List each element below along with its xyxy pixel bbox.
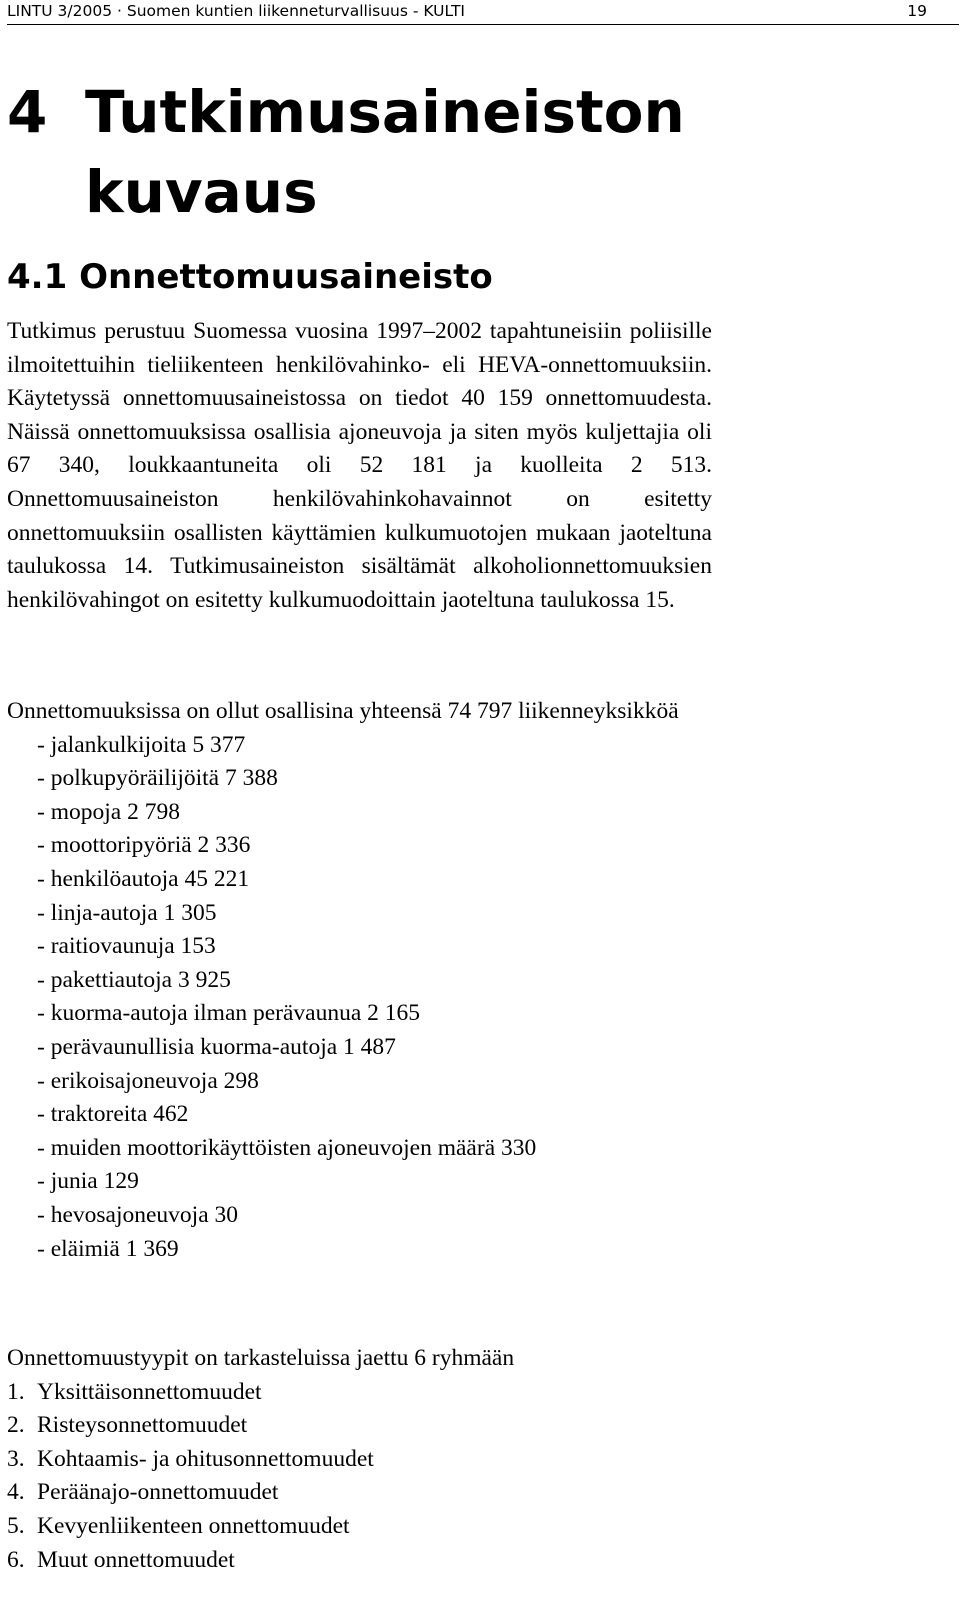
list-item	[7, 1544, 712, 1578]
list-item	[7, 1443, 712, 1477]
section-title: 4.1 Onnettomuusaineisto	[7, 257, 493, 297]
list-item: - kuorma-autoja ilman perävaunua 2 165	[37, 1000, 421, 1027]
list-item	[7, 1476, 712, 1510]
list-item: - henkilöautoja 45 221	[37, 865, 250, 892]
participants-intro: Onnettomuuksissa on ollut osallisina yhteensä 74 797 liikenneyksikköä	[7, 698, 679, 724]
list-item-number: 5.	[7, 1512, 25, 1539]
intro-paragraph: Tutkimus perustuu Suomessa vuosina 1997–2002 tapahtuneisiin poliisille ilmoitettuihin tieliikenteen henkilövahinko- eli HEVA-onnettomuuksiin. Käytetyssä onnettomuusaineistossa on tiedot 40 159 onnettomuudesta. Näissä onnettomuuksissa osallisia ajoneuvoja ja siten myös kuljettajia oli 67 340, loukkaantuneita oli 52 181 ja kuolleita 2 513. Onnettomuusaineiston henkilövahinkohavainnot on esitetty onnettomuuksiin osallisten käyttämien kulkumuotojen mukaan jaoteltuna taulukossa 14. Tutkimusaineiston sisältämät alkoholionnettomuuksien henkilövahingot on esitetty kulkumuodoittain jaoteltuna taulukossa 15.	[7, 318, 712, 613]
list-item	[7, 1510, 712, 1544]
list-item-label: Risteysonnettomuudet	[37, 1412, 248, 1439]
list-item: - junia 129	[37, 1168, 139, 1195]
list-item-number: 4.	[7, 1479, 25, 1506]
list-item-label: Kevyenliikenteen onnettomuudet	[37, 1512, 350, 1539]
running-header	[7, 0, 959, 25]
list-item: - linja-autoja 1 305	[37, 899, 217, 926]
participants-list	[7, 729, 712, 1267]
participants-section	[7, 695, 712, 1266]
list-item-label: Kohtaamis- ja ohitusonnettomuudet	[37, 1445, 374, 1472]
chapter-title-line2: kuvaus	[85, 158, 318, 226]
list-item-label: Muut onnettomuudet	[37, 1546, 235, 1573]
chapter-title-line1: Tutkimusaineiston	[85, 78, 685, 146]
header-publication-title: LINTU 3/2005 · Suomen kuntien liikenneturvallisuus - KULTI	[7, 2, 466, 20]
accident-types-list	[7, 1376, 712, 1578]
list-item: - hevosajoneuvoja 30	[37, 1201, 239, 1228]
list-item: - eläimiä 1 369	[37, 1235, 179, 1262]
list-item: - moottoripyöriä 2 336	[37, 832, 251, 859]
chapter-number: 4	[7, 78, 48, 146]
list-item: - erikoisajoneuvoja 298	[37, 1067, 259, 1094]
list-item: - traktoreita 462	[37, 1101, 189, 1128]
list-item: - mopoja 2 798	[37, 798, 180, 825]
list-item: - perävaunullisia kuorma-autoja 1 487	[37, 1033, 396, 1060]
list-item: - polkupyöräilijöitä 7 388	[37, 765, 278, 792]
list-item-number: 6.	[7, 1546, 25, 1573]
list-item: - muiden moottorikäyttöisten ajoneuvojen määrä 330	[37, 1134, 537, 1161]
list-item: - raitiovaunuja 153	[37, 933, 216, 960]
list-item-number: 3.	[7, 1445, 25, 1472]
list-item	[7, 1376, 712, 1410]
page-number: 19	[907, 2, 927, 20]
list-item-label: Peräänajo-onnettomuudet	[37, 1479, 279, 1506]
list-item-number: 1.	[7, 1378, 25, 1405]
list-item: - pakettiautoja 3 925	[37, 966, 231, 993]
list-item-number: 2.	[7, 1412, 25, 1439]
list-item-label: Yksittäisonnettomuudet	[37, 1378, 262, 1405]
list-item	[7, 1409, 712, 1443]
list-item: - jalankulkijoita 5 377	[37, 731, 246, 758]
chapter-title	[7, 72, 907, 232]
accident-types-intro: Onnettomuustyypit on tarkasteluissa jaettu 6 ryhmään	[7, 1345, 515, 1371]
accident-types-section	[7, 1342, 712, 1577]
